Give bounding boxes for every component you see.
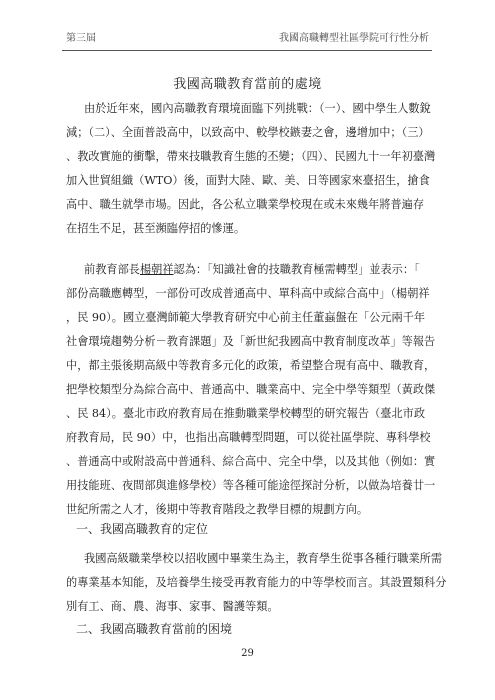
para1-line: 減；（二）、全面普設高中，以致高中、較學校鏃妻之會，邊增加中；（三） xyxy=(66,126,430,139)
para1-line: 由於近年來，國內高職教育環境面臨下列挑戰：（一）、國中學生人數銳 xyxy=(84,102,431,115)
section-heading: 二、我國高職教育當前的困境 xyxy=(76,622,233,636)
header-left: 第三屆 xyxy=(66,33,96,44)
para1-line: 加入世貿組織（WTO）後，面對大陸、歐、美、日等國家來臺招生，搶食 xyxy=(66,174,430,187)
para2-line: 世紀所需之人才，後期中等教育階段之教學目標的規劃方向。 xyxy=(66,503,369,516)
para1-line: 在招生不足，甚至瀕臨停招的慘運。 xyxy=(66,222,246,235)
running-header xyxy=(66,33,429,45)
para2-line: 社會環境趨勢分析－教育課題」及「新世紀我國高中教育制度改革」等報告 xyxy=(66,335,436,348)
page-number: 29 xyxy=(241,648,254,659)
para2-first-line xyxy=(84,263,420,277)
para2-line: 部份高職應轉型，一部份可改成普通高中、單科高中或綜合高中」（楊朝祥 xyxy=(66,287,430,300)
section1-line: 的專業基本知能，及培養學生接受再教育能力的中等學校而言。其設置類科分 xyxy=(66,576,447,589)
person-name: 楊朝祥 xyxy=(139,263,174,276)
para2-line: 用技能班、夜間部與進修學校）等各種可能途徑探討分析，以做為培養廿一 xyxy=(66,479,436,492)
para2-line1-pre: 前教育部長 xyxy=(84,263,140,276)
para2-line1-post: 認為：「知識社會的技職教育極需轉型」並表示：「 xyxy=(173,263,420,276)
section1-line: 我國高級職業學校以招收國中畢業生為主，教育學生從事各種行職業所需 xyxy=(84,552,443,565)
para2-line: 、民 84）。臺北市政府教育局在推動職業學校轉型的研究報告（臺北市政 xyxy=(66,407,426,420)
page-title: 我國高職教育當前的處境 xyxy=(173,77,322,92)
section-heading: 一、我國高職教育的定位 xyxy=(76,522,209,536)
para1-line: 、教改實施的衝擊，帶來技職教育生態的丕變；（四）、民國九十一年初臺灣 xyxy=(66,150,436,163)
para2-line: 府教育局，民 90）中，也指出高職轉型問題，可以從社區學院、專科學校 xyxy=(66,431,431,444)
para2-line: 、普通高中或附設高中普通科、綜合高中、完全中學，以及其他（例如：實 xyxy=(66,455,436,468)
para2-line: 把學校類型分為綜合高中、普通高中、職業高中、完全中學等類型（黃政傑 xyxy=(66,383,436,396)
header-rule xyxy=(62,50,432,51)
para2-line: 中，都主張後期高級中等教育多元化的政策，希望整合現有高中、職教育， xyxy=(66,359,436,372)
section1-line: 別有工、商、農、海事、家事、醫護等類。 xyxy=(66,600,279,613)
para1-line: 高中、職生就學市場。因此，各公私立職業學校現在或未來幾年將普遍存 xyxy=(66,198,425,211)
header-right: 我國高職轉型社區學院可行性分析 xyxy=(279,33,429,44)
para2-line: ，民 90）。國立臺灣師範大學教育研究中心前主任董蝱盤在「公元兩千年 xyxy=(66,311,426,324)
